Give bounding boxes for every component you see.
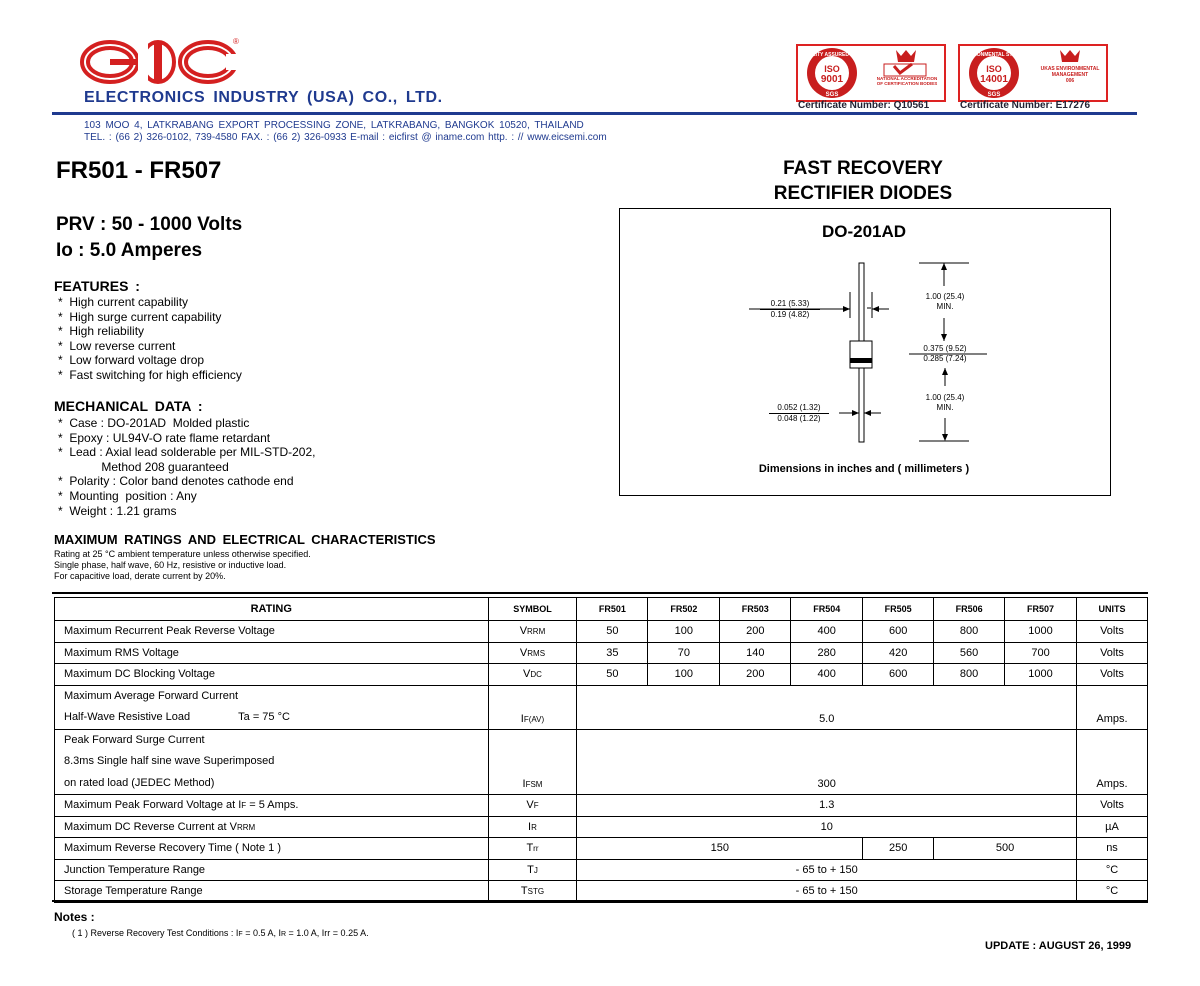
prv-spec: PRV : 50 - 1000 Volts <box>56 214 243 235</box>
header-divider <box>52 112 1137 115</box>
header-part: FR502 <box>648 598 720 621</box>
eic-logo <box>80 32 242 90</box>
list-item: * Weight : 1.21 grams <box>58 503 177 518</box>
table-row-tstg: Storage Temperature Range TSTG - 65 to + 150 °C <box>55 881 1148 903</box>
header-rating: RATING <box>55 598 489 621</box>
list-item: * Epoxy : UL94V-O rate flame retardant <box>58 430 271 445</box>
list-item: * High current capability <box>58 295 189 309</box>
list-item: * Low forward voltage drop <box>58 353 205 368</box>
list-item: * Case : DO-201AD Molded plastic <box>58 416 250 430</box>
header-part: FR506 <box>934 598 1005 621</box>
list-item: Method 208 guaranteed <box>58 459 229 474</box>
list-item: * Low reverse current <box>58 338 176 353</box>
update-date: UPDATE : AUGUST 26, 1999 <box>985 940 1132 952</box>
dim-lead-diameter: 0.052 (1.32) 0.048 (1.22) <box>769 403 829 423</box>
io-spec: Io : 5.0 Amperes <box>56 240 203 261</box>
svg-text:ISO: ISO <box>986 64 1002 74</box>
svg-text:ISO: ISO <box>824 64 840 74</box>
table-row-vrrm: Maximum Recurrent Peak Reverse Voltage VRRM 50 100 200 400 600 800 1000 Volts <box>55 621 1148 643</box>
part-number: FR501 - FR507 <box>56 157 222 184</box>
header-part: FR501 <box>577 598 648 621</box>
svg-text:SGS: SGS <box>825 92 839 98</box>
table-header-row <box>55 598 1148 621</box>
table-top-rule <box>52 592 1148 594</box>
iso-14001-badge: ENVIRONMENTAL SYSTEM ISO 14001 SGS UKAS ENVIRONMENTAL MANAGEMENT 006 <box>958 44 1108 102</box>
table-row-vdc: Maximum DC Blocking Voltage VDC 50 100 200 400 600 800 1000 Volts <box>55 664 1148 686</box>
features-list <box>58 295 242 383</box>
table-row-trr: Maximum Reverse Recovery Time ( Note 1 ) Trr 150 250 500 ns <box>55 838 1148 860</box>
svg-text:QUALITY ASSURED FIRM: QUALITY ASSURED FIRM <box>801 52 863 58</box>
table-row-ifsm: Peak Forward Surge Current 8.3ms Single half sine wave Superimposed on rated load (JEDEC Method) IFSM 300 Amps. <box>55 729 1148 795</box>
svg-text:14001: 14001 <box>980 74 1008 85</box>
cert-number-q: Certificate Number: Q10561 <box>798 100 930 111</box>
list-item: * Polarity : Color band denotes cathode end <box>58 474 294 489</box>
condition-line-3: For capacitive load, derate current by 20%. <box>54 571 226 581</box>
svg-text:SGS: SGS <box>987 92 1001 98</box>
table-row-vf: Maximum Peak Forward Voltage at IF = 5 Amps. VF 1.3 Volts <box>55 795 1148 817</box>
table-row-vrms: Maximum RMS Voltage VRMS 35 70 140 280 420 560 700 Volts <box>55 642 1148 664</box>
list-item: * Lead : Axial lead solderable per MIL-STD-202, <box>58 445 316 460</box>
ratings-title: MAXIMUM RATINGS AND ELECTRICAL CHARACTERISTICS <box>54 532 436 547</box>
header-part: FR507 <box>1005 598 1077 621</box>
dim-body-length: 0.375 (9.52) 0.285 (7.24) <box>923 344 967 363</box>
product-title-line2: RECTIFIER DIODES <box>773 183 953 204</box>
mechanical-heading: MECHANICAL DATA : <box>54 398 203 414</box>
svg-text:ENVIRONMENTAL SYSTEM: ENVIRONMENTAL SYSTEM <box>961 52 1027 58</box>
header-symbol: SYMBOL <box>488 598 577 621</box>
list-item: * Fast switching for high efficiency <box>58 367 242 382</box>
address-line-2: TEL. : (66 2) 326-0102, 739-4580 FAX. : (66 2) 326-0933 E-mail : eicfirst @ iname.com http. : // www.eicsemi.com <box>84 132 607 143</box>
condition-line-2: Single phase, half wave, 60 Hz, resistive or inductive load. <box>54 560 287 570</box>
company-name: ELECTRONICS INDUSTRY (USA) CO., LTD. <box>84 89 443 106</box>
header-part: FR505 <box>863 598 934 621</box>
iso-9001-badge: QUALITY ASSURED FIRM ISO 9001 SGS NATIONAL ACCREDITATION OF CERTIFICATION BODIES <box>796 44 946 102</box>
package-name: DO-201AD <box>821 222 907 241</box>
mechanical-list <box>58 416 315 518</box>
table-row-tj: Junction Temperature Range TJ - 65 to + 150 °C <box>55 859 1148 881</box>
ratings-table <box>54 597 1148 903</box>
table-row-ir: Maximum DC Reverse Current at VRRM IR 10 µA <box>55 816 1148 838</box>
header-units: UNITS <box>1077 598 1148 621</box>
svg-text:9001: 9001 <box>820 74 844 85</box>
svg-text:®: ® <box>233 37 239 46</box>
list-item: * High surge current capability <box>58 309 222 324</box>
cert-number-e: Certificate Number: E17276 <box>960 100 1091 111</box>
header-part: FR503 <box>720 598 791 621</box>
list-item: * Mounting position : Any <box>58 488 197 503</box>
header-part: FR504 <box>791 598 863 621</box>
address-line-1: 103 MOO 4, LATKRABANG EXPORT PROCESSING ZONE, LATKRABANG, BANGKOK 10520, THAILAND <box>84 120 584 131</box>
list-item: * High reliability <box>58 324 145 339</box>
condition-line-1: Rating at 25 °C ambient temperature unless otherwise specified. <box>54 549 311 559</box>
note-1: ( 1 ) Reverse Recovery Test Conditions : IF = 0.5 A, IR = 1.0 A, Irr = 0.25 A. <box>72 928 369 938</box>
logo-text: EIC <box>80 32 82 33</box>
dim-body-diameter: 0.21 (5.33) 0.19 (4.82) <box>760 299 820 319</box>
notes-heading: Notes : <box>54 910 95 924</box>
diode-outline-drawing <box>619 208 1109 494</box>
table-row-ifav: Maximum Average Forward Current Half-Wave Resistive Load Ta = 75 °C IF(AV) 5.0 Amps. <box>55 685 1148 729</box>
product-title-line1: FAST RECOVERY <box>783 158 943 179</box>
dim-lead-bottom: 1.00 (25.4) MIN. <box>925 393 965 412</box>
dim-lead-top: 1.00 (25.4) MIN. <box>925 292 965 311</box>
table-bottom-rule <box>52 900 1148 902</box>
package-caption: Dimensions in inches and ( millimeters ) <box>758 463 970 475</box>
features-heading: FEATURES : <box>54 278 140 294</box>
